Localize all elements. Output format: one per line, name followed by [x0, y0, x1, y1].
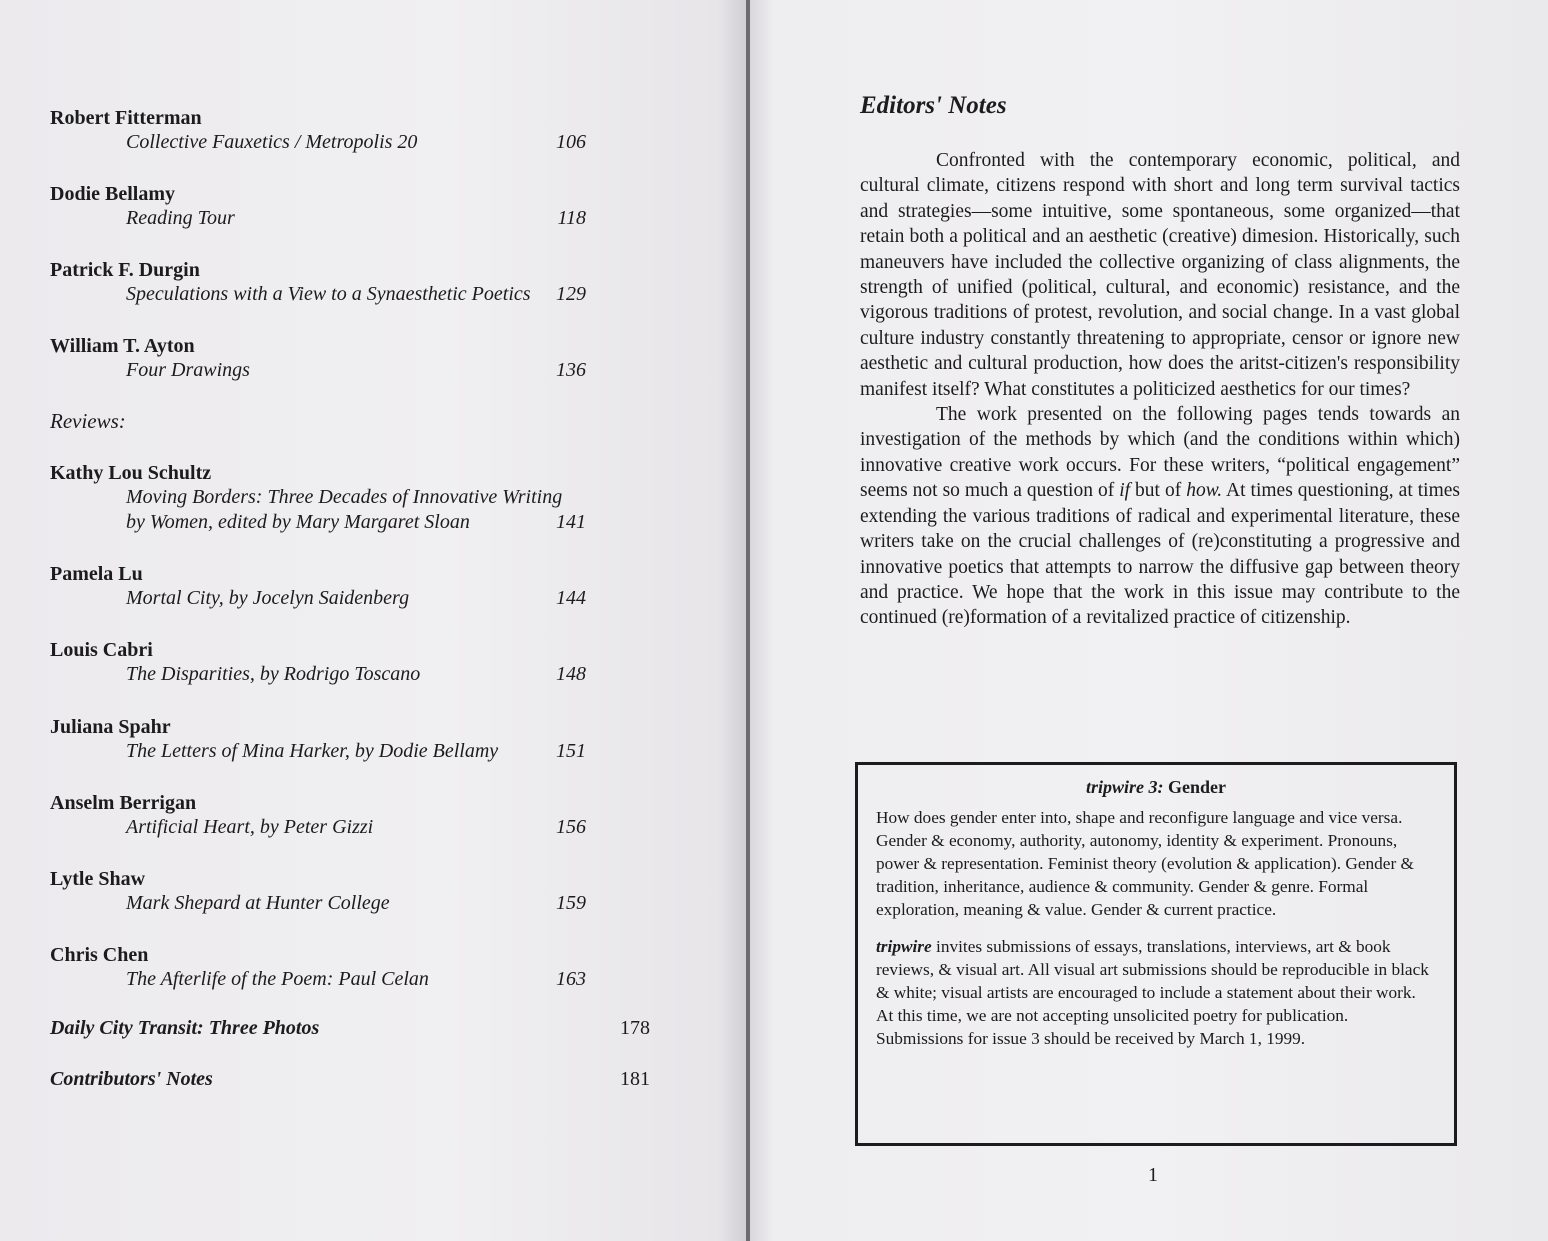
- toc-work: [50, 206, 586, 231]
- right-page-editors-notes: [750, 0, 1548, 1241]
- toc-work: [50, 485, 586, 535]
- toc-page-number: 178: [620, 1017, 650, 1039]
- toc-work: [50, 815, 586, 840]
- toc-entry: [50, 715, 650, 764]
- toc-work-title: Mortal City, by Jocelyn Saidenberg: [126, 587, 410, 609]
- toc-author: Chris Chen: [50, 944, 149, 966]
- toc-page-number: 156: [556, 816, 586, 838]
- reviews-heading: Reviews:: [50, 409, 126, 433]
- toc-page-number: 144: [556, 587, 586, 609]
- toc-page-number: 129: [556, 283, 586, 305]
- toc-author: Louis Cabri: [50, 639, 153, 661]
- editors-notes-title: Editors' Notes: [860, 92, 1007, 119]
- toc-work-title: Artificial Heart, by Peter Gizzi: [126, 816, 374, 838]
- toc-entry: [50, 182, 650, 231]
- toc-work: [50, 358, 586, 383]
- toc-entry: [50, 106, 650, 155]
- toc-work: [50, 662, 586, 687]
- toc-author: Dodie Bellamy: [50, 183, 175, 205]
- toc-author: Kathy Lou Schultz: [50, 462, 212, 484]
- toc-author: Patrick F. Durgin: [50, 259, 200, 281]
- toc-entry: [50, 461, 650, 535]
- left-page-contents: [0, 0, 748, 1241]
- page-number: 1: [1148, 1164, 1158, 1186]
- call-box-title-theme: Gender: [1168, 777, 1226, 797]
- toc-entry: [50, 638, 650, 687]
- toc-entry: [50, 258, 650, 307]
- call-box-title: [876, 777, 1436, 798]
- call-box-title-journal: tripwire 3:: [1085, 777, 1164, 797]
- toc-author: Robert Fitterman: [50, 107, 202, 129]
- editors-notes-paragraph-2: [860, 402, 1460, 631]
- toc-entry: [50, 867, 650, 916]
- toc-work-title: The Afterlife of the Poem: Paul Celan: [126, 968, 429, 990]
- emphasis-if: if: [1119, 480, 1131, 502]
- toc-author: Juliana Spahr: [50, 716, 171, 738]
- toc-page-number: 136: [556, 359, 586, 381]
- toc-page-number: 106: [556, 131, 586, 153]
- toc-work: [50, 739, 586, 764]
- toc-work-title: Collective Fauxetics / Metropolis 20: [126, 131, 418, 153]
- toc-page-number: 118: [557, 207, 586, 229]
- toc-page-number: 151: [556, 740, 586, 762]
- toc-work-title-line2: by Women, edited by Mary Margaret Sloan: [126, 511, 470, 533]
- toc-author: Anselm Berrigan: [50, 792, 197, 814]
- toc-work: [50, 967, 586, 992]
- toc-work: [50, 130, 586, 155]
- toc-work: [50, 282, 586, 307]
- toc-work: [50, 891, 586, 916]
- toc-entry-contributors: [50, 1068, 650, 1091]
- editors-notes-body: [860, 148, 1460, 631]
- toc-section-title: Daily City Transit: Three Photos: [50, 1017, 320, 1039]
- editors-notes-paragraph-1: Confronted with the contemporary economic, political, and cultural climate, citizens respond with short and long term survival tactics and strategies—some intuitive, some spontaneous, some organized—that retain both a political and an aesthetic (creative) dimesion. Historically, such maneuvers have included the collective organizing of class alignments, the strength of unified (political, cultural, and economic) resistance, and the vigorous traditions of protest, revolution, and social change. In a vast global culture industry constantly threatening to appropriate, censor or ignore new aesthetic and cultural production, how does the aritst-citizen's responsibility manifest itself? What constitutes a politicized aesthetics for our times?: [860, 150, 1460, 400]
- toc-page-number: 148: [556, 663, 586, 685]
- call-box-submission-guidelines: [876, 935, 1436, 1050]
- toc-work-title: Reading Tour: [126, 207, 235, 229]
- call-box-theme-description: How does gender enter into, shape and reconfigure language and vice versa. Gender & economy, authority, autonomy, identity & experiment. Pronouns, power & representation. Feminist theory (evolution & application). Gender & tradition, inheritance, audience & community. Gender & genre. Formal exploration, meaning & value. Gender & current practice.: [876, 808, 1414, 919]
- guidelines-text: invites submissions of essays, translations, interviews, art & book reviews, & visual art. All visual art submissions should be reproducible in black & white; visual artists are encouraged to include a statement about their work. At this time, we are not accepting unsolicited poetry for publication. Submissions for issue 3 should be received by March 1, 1999.: [876, 937, 1429, 1048]
- toc-work: [50, 586, 586, 611]
- toc-author: Lytle Shaw: [50, 868, 146, 890]
- toc-entry: [50, 562, 650, 611]
- emphasis-how: how.: [1186, 480, 1223, 502]
- toc-section-title: Contributors' Notes: [50, 1068, 213, 1090]
- toc-page-number: 181: [620, 1068, 650, 1090]
- paragraph-text: At times questioning, at times extending the various traditions of radical and experimental literature, these writers take on the crucial challenges of (re)constituting a progressive and innovative poetics that attempts to narrow the diffusive gap between theory and practice. We hope that the work in this issue may contribute to the continued (re)formation of a revitalized practice of citizenship.: [860, 480, 1460, 629]
- paragraph-text: The work presented on the following pages tends towards an investigation of the methods by which (and the conditions within which) innovative creative work occurs. For these writers, “political engagement” seems not so much a question of: [860, 404, 1460, 502]
- toc-page-number: 163: [556, 968, 586, 990]
- toc-entry: [50, 334, 650, 383]
- toc-work-title-line1: Moving Borders: Three Decades of Innovative Writing: [126, 486, 563, 508]
- toc-work-title: The Disparities, by Rodrigo Toscano: [126, 663, 421, 685]
- toc-work-title: The Letters of Mina Harker, by Dodie Bellamy: [126, 740, 499, 762]
- journal-name: tripwire: [876, 937, 932, 956]
- toc-entry-photos: [50, 1017, 650, 1040]
- toc-work-title: Four Drawings: [126, 359, 250, 381]
- toc-entry: [50, 943, 650, 992]
- paragraph-text: but of: [1130, 480, 1187, 502]
- toc-page-number: 159: [556, 892, 586, 914]
- toc-work-title: Mark Shepard at Hunter College: [126, 892, 390, 914]
- toc-entry: [50, 791, 650, 840]
- toc-page-number: 141: [556, 511, 586, 533]
- call-for-submissions-box: [855, 762, 1457, 1146]
- toc-work-title: Speculations with a View to a Synaesthetic Poetics: [126, 283, 531, 305]
- toc-author: William T. Ayton: [50, 335, 195, 357]
- toc-author: Pamela Lu: [50, 563, 143, 585]
